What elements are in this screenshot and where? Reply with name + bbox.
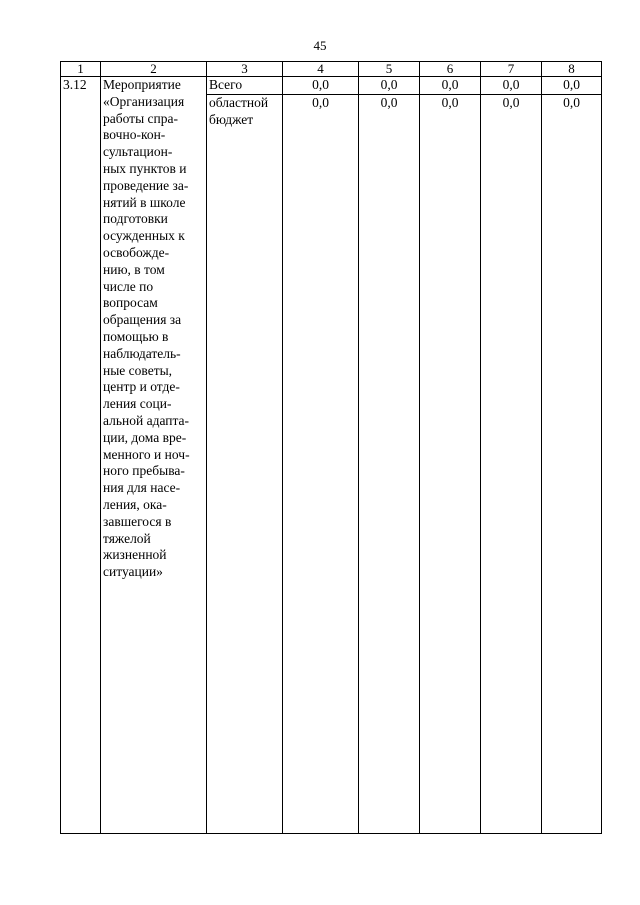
regional-value-6: 0,0 (420, 94, 481, 833)
source-label-total: Всего (207, 77, 283, 95)
total-value-6: 0,0 (420, 77, 481, 95)
regional-value-5: 0,0 (359, 94, 420, 833)
regional-value-4: 0,0 (283, 94, 359, 833)
page-number: 45 (313, 38, 327, 53)
source-label-regional: областной бюджет (207, 94, 283, 833)
total-value-8: 0,0 (542, 77, 602, 95)
regional-value-7: 0,0 (481, 94, 542, 833)
header-cell-5: 5 (359, 62, 420, 77)
header-cell-4: 4 (283, 62, 359, 77)
header-cell-6: 6 (420, 62, 481, 77)
header-cell-2: 2 (101, 62, 207, 77)
table-row-total (61, 77, 602, 95)
activity-title: Мероприятие (103, 77, 181, 92)
activity-description (101, 77, 207, 834)
header-cell-7: 7 (481, 62, 542, 77)
regional-value-8: 0,0 (542, 94, 602, 833)
total-value-4: 0,0 (283, 77, 359, 95)
header-cell-1: 1 (61, 62, 101, 77)
header-cell-8: 8 (542, 62, 602, 77)
header-row (61, 62, 602, 77)
total-value-7: 0,0 (481, 77, 542, 95)
activity-body: «Организация работы спра- вочно-кон- сультацион- ных пунктов и проведение за- нятий в школе подготовки осужденных к освобожде- нию, в том числе по вопросам обращения за помощью в наблюдатель- ные советы, центр и отде- ления соци- альной адапта- ции, дома вре- менного и ноч- ного пребыва- ния для насе- ления, ока- завшегося в тяжелой жизненной ситуации» (103, 93, 190, 580)
row-number: 3.12 (61, 77, 101, 834)
budget-table (60, 61, 602, 834)
header-cell-3: 3 (207, 62, 283, 77)
total-value-5: 0,0 (359, 77, 420, 95)
